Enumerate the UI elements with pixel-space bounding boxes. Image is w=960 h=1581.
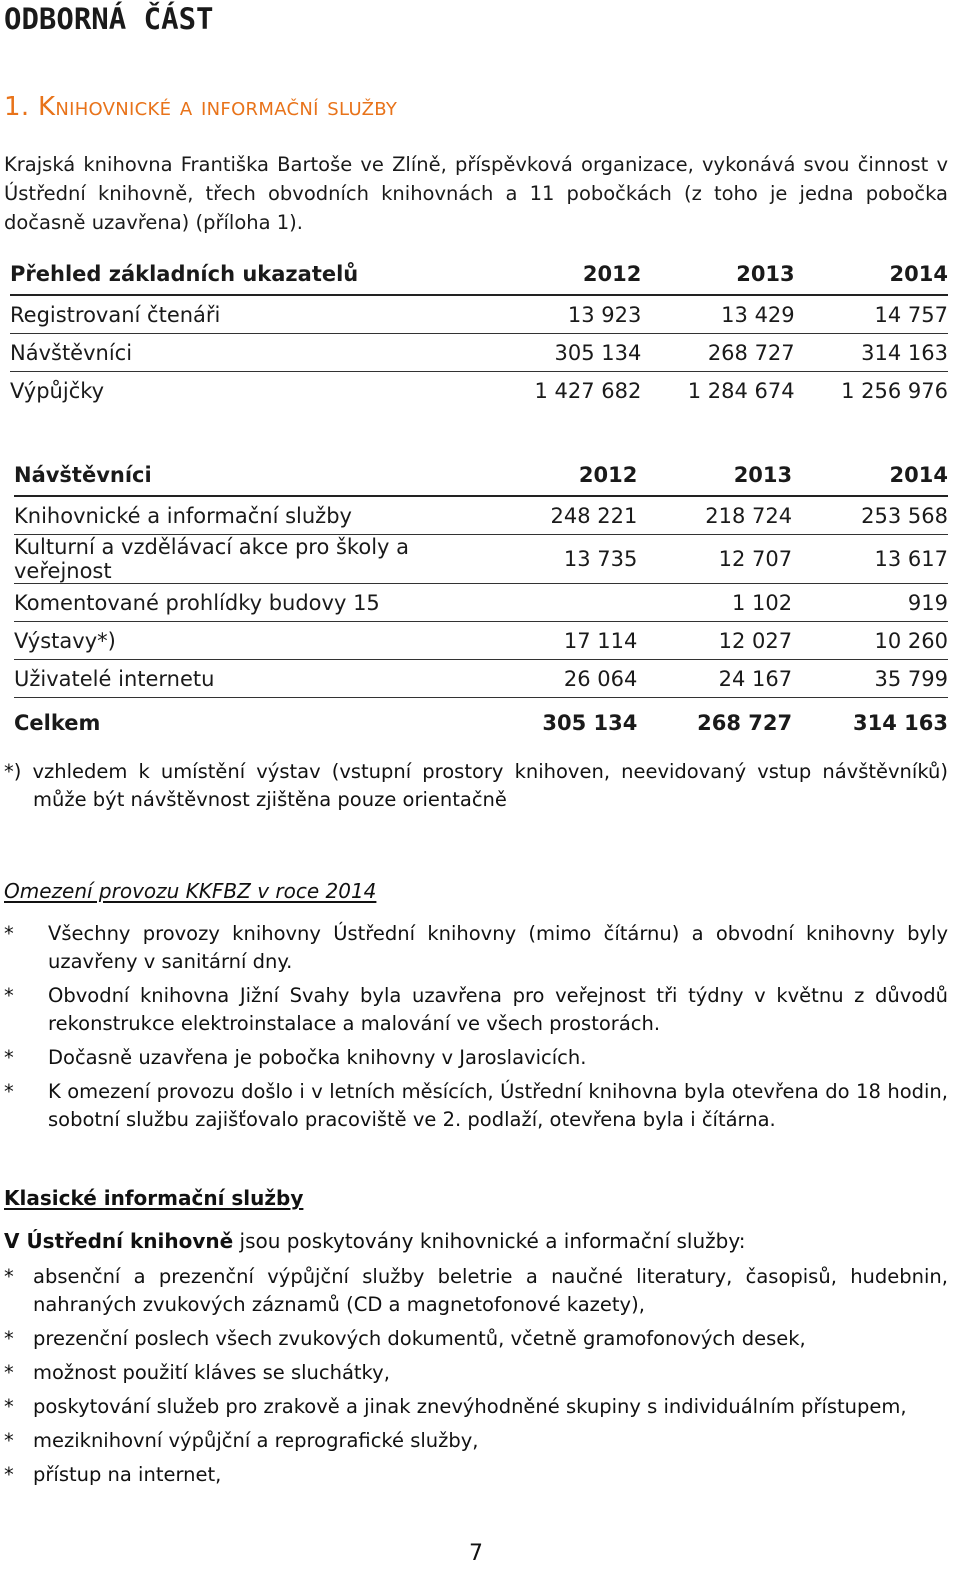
table-cell: 919: [792, 584, 948, 622]
table-cell: 1 102: [637, 584, 792, 622]
table-total-cell: 305 134: [505, 698, 637, 749]
table-cell: Výpůjčky: [10, 378, 105, 403]
list-item-text: absenční a prezenční výpůjční služby beletrie a naučné literatury, časopisů, hudebnin, nahraných zvukových záznamů (CD a magnetofonové kazety),: [33, 1265, 948, 1316]
list-item-text: meziknihovní výpůjční a reprografické služby,: [33, 1429, 479, 1452]
table-cell: Uživatelé internetu: [14, 660, 505, 698]
restrictions-list: [4, 920, 948, 1140]
table-header-cell: Návštěvníci: [14, 455, 505, 496]
asterisk-bullet-icon: *: [4, 1429, 14, 1452]
list-item-text: přístup na internet,: [33, 1463, 222, 1486]
asterisk-bullet-icon: *: [4, 922, 14, 945]
list-item-text: prezenční poslech všech zvukových dokumentů, včetně gramofonových desek,: [33, 1327, 806, 1350]
list-item: [4, 1461, 948, 1489]
table-cell: 12 027: [637, 622, 792, 660]
list-item: [4, 1325, 948, 1353]
classic-services-intro: [4, 1229, 745, 1253]
list-item-text: poskytování služeb pro zrakově a jinak znevýhodněné skupiny s individuálním přístupem,: [33, 1395, 907, 1418]
intro-bold-text: V Ústřední knihovně: [4, 1229, 234, 1253]
list-item: [4, 1427, 948, 1455]
list-item-text: Obvodní knihovna Jižní Svahy byla uzavřena pro veřejnost tři týdny v květnu z důvodů rekonstrukce elektroinstalace a malování ve všech prostorách.: [48, 984, 948, 1035]
table-cell: 12 707: [637, 535, 792, 584]
asterisk-bullet-icon: *: [4, 1046, 14, 1069]
table-row: [14, 496, 948, 535]
table-cell: 1 256 976: [841, 378, 948, 403]
table-cell: 13 617: [792, 535, 948, 584]
asterisk-bullet-icon: *: [4, 1463, 14, 1486]
table-cell: 1 427 682: [534, 378, 642, 403]
asterisk-bullet-icon: *: [4, 1080, 14, 1103]
table-row: [14, 622, 948, 660]
table-row: [10, 295, 948, 334]
basic-indicators-table: [10, 254, 948, 409]
table-cell: Návštěvníci: [10, 334, 502, 372]
list-item: [4, 982, 948, 1038]
table-header-cell: 2014: [792, 455, 948, 496]
list-item: [4, 1359, 948, 1387]
table-header-cell: 2013: [641, 254, 794, 295]
table-header-row: [14, 455, 948, 496]
table-cell: 14 757: [795, 295, 948, 334]
table-total-cell: 268 727: [637, 698, 792, 749]
section-heading: 1. Knihovnické a informační služby: [4, 92, 398, 122]
table-header-cell: 2014: [795, 254, 948, 295]
asterisk-bullet-icon: *: [4, 1361, 14, 1384]
asterisk-bullet-icon: *: [4, 1327, 14, 1350]
asterisk-bullet-icon: *: [4, 984, 14, 1007]
table-header-cell: 2012: [502, 254, 641, 295]
list-item: [4, 920, 948, 976]
table-row: [10, 334, 948, 372]
classic-services-list: [4, 1263, 948, 1495]
asterisk-bullet-icon: *: [4, 1395, 14, 1418]
table-total-row: [14, 698, 948, 749]
table-cell: 314 163: [795, 334, 948, 372]
table-cell: 17 114: [505, 622, 637, 660]
list-item: [4, 1263, 948, 1319]
part-title: ODBORNÁ ČÁST: [4, 2, 214, 36]
list-item-text: Dočasně uzavřena je pobočka knihovny v Jaroslavicích.: [48, 1046, 587, 1069]
table-cell: Knihovnické a informační služby: [14, 496, 505, 535]
table-cell: 13 429: [641, 295, 794, 334]
table-cell: 24 167: [637, 660, 792, 698]
table-cell: 1 284 674: [687, 378, 795, 403]
list-item-text: K omezení provozu došlo i v letních měsících, Ústřední knihovna byla otevřena do 18 hodin, sobotní službu zajišťovalo pracoviště ve 2. podlaží, otevřena byla i čítárna.: [48, 1080, 948, 1131]
classic-services-heading: Klasické informační služby: [4, 1186, 304, 1210]
table-row: [14, 584, 948, 622]
table-header-cell: Přehled základních ukazatelů: [10, 254, 502, 295]
table-total-cell: 314 163: [792, 698, 948, 749]
table-cell: Registrovaní čtenáři: [10, 295, 502, 334]
table-total-cell: Celkem: [14, 698, 505, 749]
table-cell: 218 724: [637, 496, 792, 535]
table-cell: 248 221: [505, 496, 637, 535]
table-cell: 26 064: [505, 660, 637, 698]
list-item: [4, 1078, 948, 1134]
table-header-cell: 2013: [637, 455, 792, 496]
list-item: [4, 1044, 948, 1072]
table-cell: [505, 584, 637, 622]
table-cell: 268 727: [641, 334, 794, 372]
table-cell: 253 568: [792, 496, 948, 535]
table-row: [14, 535, 948, 584]
table-header-cell: 2012: [505, 455, 637, 496]
table-cell: Kulturní a vzdělávací akce pro školy a veřejnost: [14, 535, 505, 584]
table-cell: 13 735: [505, 535, 637, 584]
page-number: 7: [469, 1541, 483, 1566]
list-item-text: možnost použití kláves se sluchátky,: [33, 1361, 390, 1384]
table-cell: Komentované prohlídky budovy 15: [14, 584, 505, 622]
table-row: [10, 372, 948, 410]
table-footnote: *) vzhledem k umístění výstav (vstupní prostory knihoven, neevidovaný vstup návštěvníků) může být návštěvnost zjištěna pouze orientačně: [4, 760, 948, 811]
list-item-text: Všechny provozy knihovny Ústřední knihovny (mimo čítárnu) a obvodní knihovny byly uzavřeny v sanitární dny.: [48, 922, 948, 973]
restrictions-heading: Omezení provozu KKFBZ v roce 2014: [4, 879, 377, 903]
table-cell: 35 799: [792, 660, 948, 698]
table-row: [14, 660, 948, 698]
table-cell: 10 260: [792, 622, 948, 660]
visitors-table: [14, 455, 948, 748]
asterisk-bullet-icon: *: [4, 1265, 14, 1288]
table-cell: 13 923: [502, 295, 641, 334]
table-cell: 305 134: [502, 334, 641, 372]
intro-paragraph: Krajská knihovna Františka Bartoše ve Zlíně, příspěvková organizace, vykonává svou činnost v Ústřední knihovně, třech obvodních knihovnách a 11 pobočkách (z toho je jedna pobočka dočasně uzavřena) (příloha 1).: [4, 153, 948, 234]
table-cell: Výstavy*): [14, 622, 505, 660]
intro-rest-text: jsou poskytovány knihovnické a informační služby:: [233, 1229, 746, 1253]
list-item: [4, 1393, 948, 1421]
table-header-row: [10, 254, 948, 295]
